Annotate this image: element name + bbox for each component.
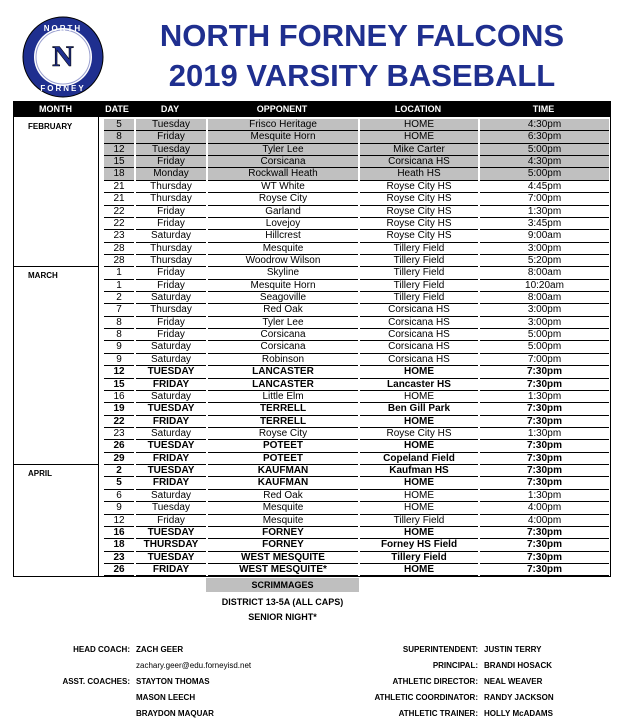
cell-day: FRIDAY xyxy=(136,379,206,391)
table-header xyxy=(13,101,611,117)
cell-location: Heath HS xyxy=(360,168,478,180)
cell-date: 5 xyxy=(104,477,134,489)
cell-day: Saturday xyxy=(136,341,206,353)
head-coach-label: HEAD COACH: xyxy=(73,645,130,654)
cell-opponent: Robinson xyxy=(208,354,358,366)
table-row xyxy=(102,490,611,502)
cell-opponent: WEST MESQUITE* xyxy=(208,564,358,576)
cell-location: Mike Carter xyxy=(360,144,478,156)
cell-opponent: Seagoville xyxy=(208,292,358,304)
table-row xyxy=(102,440,611,452)
cell-date: 9 xyxy=(104,341,134,353)
logo-ring-bottom: FORNEY xyxy=(40,84,86,93)
cell-opponent: Mesquite xyxy=(208,502,358,514)
table-row xyxy=(102,564,611,576)
cell-date: 22 xyxy=(104,206,134,218)
cell-opponent: TERRELL xyxy=(208,403,358,415)
cell-opponent: LANCASTER xyxy=(208,379,358,391)
cell-date: 8 xyxy=(104,329,134,341)
table-row xyxy=(102,193,611,205)
cell-location: Tillery Field xyxy=(360,255,478,267)
cell-location: HOME xyxy=(360,502,478,514)
cell-day: TUESDAY xyxy=(136,366,206,378)
cell-date: 26 xyxy=(104,440,134,452)
cell-location: Royse City HS xyxy=(360,193,478,205)
table-row xyxy=(102,243,611,255)
cell-opponent: POTEET xyxy=(208,440,358,452)
table-row xyxy=(102,552,611,564)
asst-coach-2: MASON LEECH xyxy=(136,693,196,702)
cell-date: 23 xyxy=(104,552,134,564)
logo-letter: N xyxy=(52,40,74,73)
athletic-coordinator-value: RANDY JACKSON xyxy=(484,693,554,702)
cell-location: Corsicana HS xyxy=(360,304,478,316)
month-divider xyxy=(13,266,98,267)
cell-opponent: Red Oak xyxy=(208,304,358,316)
cell-time: 7:30pm xyxy=(480,416,609,428)
table-row xyxy=(102,206,611,218)
cell-date: 1 xyxy=(104,280,134,292)
cell-location: Copeland Field xyxy=(360,453,478,465)
cell-location: HOME xyxy=(360,119,478,131)
table-row xyxy=(102,304,611,316)
cell-time: 4:30pm xyxy=(480,119,609,131)
page-subtitle: 2019 VARSITY BASEBALL xyxy=(168,58,556,93)
cell-date: 15 xyxy=(104,156,134,168)
table-row xyxy=(102,453,611,465)
table-divider xyxy=(98,117,99,576)
cell-location: Tillery Field xyxy=(360,552,478,564)
col-month: MONTH xyxy=(39,104,72,114)
page-title: NORTH FORNEY FALCONS xyxy=(159,18,565,53)
cell-time: 5:00pm xyxy=(480,329,609,341)
cell-time: 1:30pm xyxy=(480,391,609,403)
table-row xyxy=(102,119,611,131)
cell-opponent: WEST MESQUITE xyxy=(208,552,358,564)
cell-opponent: Frisco Heritage xyxy=(208,119,358,131)
cell-time: 7:30pm xyxy=(480,403,609,415)
table-row xyxy=(102,379,611,391)
table-row xyxy=(102,403,611,415)
cell-time: 7:30pm xyxy=(480,477,609,489)
cell-opponent: Hillcrest xyxy=(208,230,358,242)
athletic-director-value: NEAL WEAVER xyxy=(484,677,543,686)
cell-date: 28 xyxy=(104,243,134,255)
cell-opponent: Royse City xyxy=(208,428,358,440)
cell-opponent: Corsicana xyxy=(208,341,358,353)
table-row xyxy=(102,255,611,267)
cell-location: Royse City HS xyxy=(360,218,478,230)
cell-day: Saturday xyxy=(136,428,206,440)
cell-day: Thursday xyxy=(136,193,206,205)
cell-time: 10:20am xyxy=(480,280,609,292)
cell-time: 1:30pm xyxy=(480,490,609,502)
cell-date: 21 xyxy=(104,181,134,193)
cell-opponent: KAUFMAN xyxy=(208,465,358,477)
athletic-trainer-label: ATHLETIC TRAINER: xyxy=(398,709,478,718)
principal-label: PRINCIPAL: xyxy=(432,661,478,670)
cell-opponent: WT White xyxy=(208,181,358,193)
cell-time: 7:30pm xyxy=(480,465,609,477)
cell-location: HOME xyxy=(360,131,478,143)
cell-day: Saturday xyxy=(136,354,206,366)
cell-location: Tillery Field xyxy=(360,280,478,292)
superintendent-value: JUSTIN TERRY xyxy=(484,645,542,654)
cell-date: 6 xyxy=(104,490,134,502)
cell-date: 1 xyxy=(104,267,134,279)
table-row xyxy=(102,416,611,428)
cell-date: 16 xyxy=(104,527,134,539)
month-divider xyxy=(13,464,98,465)
athletic-coordinator-label: ATHLETIC COORDINATOR: xyxy=(374,693,478,702)
cell-time: 7:30pm xyxy=(480,539,609,551)
cell-location: Ben Gill Park xyxy=(360,403,478,415)
table-row xyxy=(102,329,611,341)
cell-date: 12 xyxy=(104,515,134,527)
col-time: TIME xyxy=(532,104,555,114)
cell-day: Friday xyxy=(136,317,206,329)
cell-opponent: FORNEY xyxy=(208,527,358,539)
cell-date: 22 xyxy=(104,218,134,230)
cell-time: 4:45pm xyxy=(480,181,609,193)
cell-location: Royse City HS xyxy=(360,206,478,218)
cell-date: 21 xyxy=(104,193,134,205)
cell-day: Saturday xyxy=(136,230,206,242)
cell-location: Corsicana HS xyxy=(360,341,478,353)
cell-opponent: Corsicana xyxy=(208,156,358,168)
cell-time: 7:30pm xyxy=(480,527,609,539)
cell-time: 3:00pm xyxy=(480,304,609,316)
table-row xyxy=(102,218,611,230)
cell-time: 8:00am xyxy=(480,292,609,304)
table-row xyxy=(102,317,611,329)
month-label-march: MARCH xyxy=(28,271,58,280)
cell-time: 1:30pm xyxy=(480,206,609,218)
cell-location: HOME xyxy=(360,527,478,539)
cell-time: 7:30pm xyxy=(480,564,609,576)
cell-time: 7:00pm xyxy=(480,193,609,205)
cell-date: 15 xyxy=(104,379,134,391)
table-row xyxy=(102,428,611,440)
falcons-logo xyxy=(22,16,104,98)
cell-day: Friday xyxy=(136,218,206,230)
cell-day: Tuesday xyxy=(136,144,206,156)
cell-date: 5 xyxy=(104,119,134,131)
cell-opponent: LANCASTER xyxy=(208,366,358,378)
table-row xyxy=(102,181,611,193)
cell-date: 8 xyxy=(104,131,134,143)
cell-opponent: Skyline xyxy=(208,267,358,279)
cell-date: 12 xyxy=(104,366,134,378)
cell-day: Thursday xyxy=(136,304,206,316)
cell-day: FRIDAY xyxy=(136,564,206,576)
cell-time: 5:00pm xyxy=(480,168,609,180)
cell-location: Corsicana HS xyxy=(360,317,478,329)
cell-time: 7:30pm xyxy=(480,366,609,378)
cell-date: 23 xyxy=(104,230,134,242)
cell-date: 29 xyxy=(104,453,134,465)
cell-day: Saturday xyxy=(136,391,206,403)
superintendent-label: SUPERINTENDENT: xyxy=(402,645,478,654)
cell-date: 18 xyxy=(104,168,134,180)
cell-location: Forney HS Field xyxy=(360,539,478,551)
athletic-director-label: ATHLETIC DIRECTOR: xyxy=(392,677,478,686)
cell-location: Tillery Field xyxy=(360,515,478,527)
cell-location: Tillery Field xyxy=(360,243,478,255)
cell-opponent: POTEET xyxy=(208,453,358,465)
head-coach-email: zachary.geer@edu.forneyisd.net xyxy=(136,661,252,670)
cell-day: Friday xyxy=(136,267,206,279)
table-row xyxy=(102,292,611,304)
cell-location: HOME xyxy=(360,564,478,576)
logo-ring-top: NORTH xyxy=(43,24,83,33)
cell-time: 5:00pm xyxy=(480,144,609,156)
col-date: DATE xyxy=(105,104,129,114)
cell-location: HOME xyxy=(360,477,478,489)
table-row xyxy=(102,502,611,514)
cell-opponent: Lovejoy xyxy=(208,218,358,230)
cell-day: Friday xyxy=(136,329,206,341)
cell-day: TUESDAY xyxy=(136,403,206,415)
cell-day: Friday xyxy=(136,131,206,143)
table-row xyxy=(102,391,611,403)
cell-location: Lancaster HS xyxy=(360,379,478,391)
cell-day: TUESDAY xyxy=(136,552,206,564)
cell-location: HOME xyxy=(360,416,478,428)
cell-location: Royse City HS xyxy=(360,181,478,193)
cell-time: 7:30pm xyxy=(480,379,609,391)
cell-time: 4:00pm xyxy=(480,515,609,527)
cell-day: Thursday xyxy=(136,243,206,255)
cell-date: 9 xyxy=(104,354,134,366)
cell-opponent: Mesquite Horn xyxy=(208,280,358,292)
cell-opponent: KAUFMAN xyxy=(208,477,358,489)
cell-location: Corsicana HS xyxy=(360,329,478,341)
table-row xyxy=(102,465,611,477)
cell-time: 7:30pm xyxy=(480,453,609,465)
cell-date: 28 xyxy=(104,255,134,267)
table-row xyxy=(102,366,611,378)
cell-day: TUESDAY xyxy=(136,527,206,539)
cell-day: Tuesday xyxy=(136,502,206,514)
cell-location: Kaufman HS xyxy=(360,465,478,477)
legend-district: DISTRICT 13-5A (ALL CAPS) xyxy=(221,597,344,607)
cell-opponent: Royse City xyxy=(208,193,358,205)
table-row xyxy=(102,477,611,489)
cell-date: 9 xyxy=(104,502,134,514)
cell-day: Monday xyxy=(136,168,206,180)
cell-time: 9:00am xyxy=(480,230,609,242)
cell-date: 8 xyxy=(104,317,134,329)
cell-location: Royse City HS xyxy=(360,428,478,440)
cell-opponent: Red Oak xyxy=(208,490,358,502)
cell-opponent: Corsicana xyxy=(208,329,358,341)
cell-time: 8:00am xyxy=(480,267,609,279)
cell-location: Tillery Field xyxy=(360,267,478,279)
cell-date: 12 xyxy=(104,144,134,156)
cell-day: Saturday xyxy=(136,292,206,304)
cell-date: 23 xyxy=(104,428,134,440)
asst-coaches-label: ASST. COACHES: xyxy=(62,677,130,686)
cell-opponent: Garland xyxy=(208,206,358,218)
cell-location: HOME xyxy=(360,366,478,378)
cell-opponent: TERRELL xyxy=(208,416,358,428)
table-row xyxy=(102,131,611,143)
cell-location: HOME xyxy=(360,391,478,403)
table-row xyxy=(102,144,611,156)
cell-date: 19 xyxy=(104,403,134,415)
cell-day: Friday xyxy=(136,156,206,168)
cell-time: 1:30pm xyxy=(480,428,609,440)
table-row xyxy=(102,168,611,180)
table-row xyxy=(102,515,611,527)
cell-time: 3:00pm xyxy=(480,243,609,255)
table-row xyxy=(102,280,611,292)
legend-senior-night: SENIOR NIGHT* xyxy=(248,612,317,622)
table-row xyxy=(102,341,611,353)
cell-day: FRIDAY xyxy=(136,477,206,489)
cell-location: Corsicana HS xyxy=(360,156,478,168)
cell-location: Tillery Field xyxy=(360,292,478,304)
cell-location: Royse City HS xyxy=(360,230,478,242)
table-row xyxy=(102,156,611,168)
cell-time: 4:00pm xyxy=(480,502,609,514)
cell-day: Friday xyxy=(136,280,206,292)
cell-location: HOME xyxy=(360,490,478,502)
cell-time: 6:30pm xyxy=(480,131,609,143)
cell-location: Corsicana HS xyxy=(360,354,478,366)
table-row xyxy=(102,539,611,551)
cell-opponent: Little Elm xyxy=(208,391,358,403)
cell-opponent: Tyler Lee xyxy=(208,144,358,156)
asst-coach-3: BRAYDON MAQUAR xyxy=(136,709,214,718)
legend-scrimmages: SCRIMMAGES xyxy=(206,578,359,592)
cell-time: 5:20pm xyxy=(480,255,609,267)
month-label-april: APRIL xyxy=(28,469,52,478)
month-label-february: FEBRUARY xyxy=(28,122,73,131)
cell-day: FRIDAY xyxy=(136,416,206,428)
cell-time: 4:30pm xyxy=(480,156,609,168)
cell-date: 26 xyxy=(104,564,134,576)
cell-date: 2 xyxy=(104,292,134,304)
cell-day: Thursday xyxy=(136,181,206,193)
cell-opponent: Rockwall Heath xyxy=(208,168,358,180)
cell-day: Friday xyxy=(136,515,206,527)
cell-opponent: Mesquite Horn xyxy=(208,131,358,143)
col-location: LOCATION xyxy=(394,104,442,114)
col-opponent: OPPONENT xyxy=(256,104,308,114)
table-row xyxy=(102,527,611,539)
cell-time: 7:00pm xyxy=(480,354,609,366)
cell-opponent: Woodrow Wilson xyxy=(208,255,358,267)
cell-date: 18 xyxy=(104,539,134,551)
cell-opponent: Mesquite xyxy=(208,515,358,527)
cell-day: TUESDAY xyxy=(136,465,206,477)
cell-location: HOME xyxy=(360,440,478,452)
cell-opponent: Mesquite xyxy=(208,243,358,255)
cell-day: Thursday xyxy=(136,255,206,267)
cell-day: Tuesday xyxy=(136,119,206,131)
cell-date: 22 xyxy=(104,416,134,428)
cell-opponent: Tyler Lee xyxy=(208,317,358,329)
head-coach-value: ZACH GEER xyxy=(136,645,184,654)
cell-date: 7 xyxy=(104,304,134,316)
cell-time: 3:00pm xyxy=(480,317,609,329)
table-row xyxy=(102,354,611,366)
cell-day: Friday xyxy=(136,206,206,218)
asst-coach-1: STAYTON THOMAS xyxy=(136,677,210,686)
cell-day: Saturday xyxy=(136,490,206,502)
principal-value: BRANDI HOSACK xyxy=(484,661,552,670)
cell-time: 3:45pm xyxy=(480,218,609,230)
table-row xyxy=(102,267,611,279)
cell-date: 16 xyxy=(104,391,134,403)
table-row xyxy=(102,230,611,242)
cell-day: TUESDAY xyxy=(136,440,206,452)
cell-time: 7:30pm xyxy=(480,440,609,452)
cell-day: FRIDAY xyxy=(136,453,206,465)
cell-day: THURSDAY xyxy=(136,539,206,551)
col-day: DAY xyxy=(160,104,180,114)
cell-time: 7:30pm xyxy=(480,552,609,564)
athletic-trainer-value: HOLLY McADAMS xyxy=(484,709,553,718)
cell-time: 5:00pm xyxy=(480,341,609,353)
cell-date: 2 xyxy=(104,465,134,477)
cell-opponent: FORNEY xyxy=(208,539,358,551)
